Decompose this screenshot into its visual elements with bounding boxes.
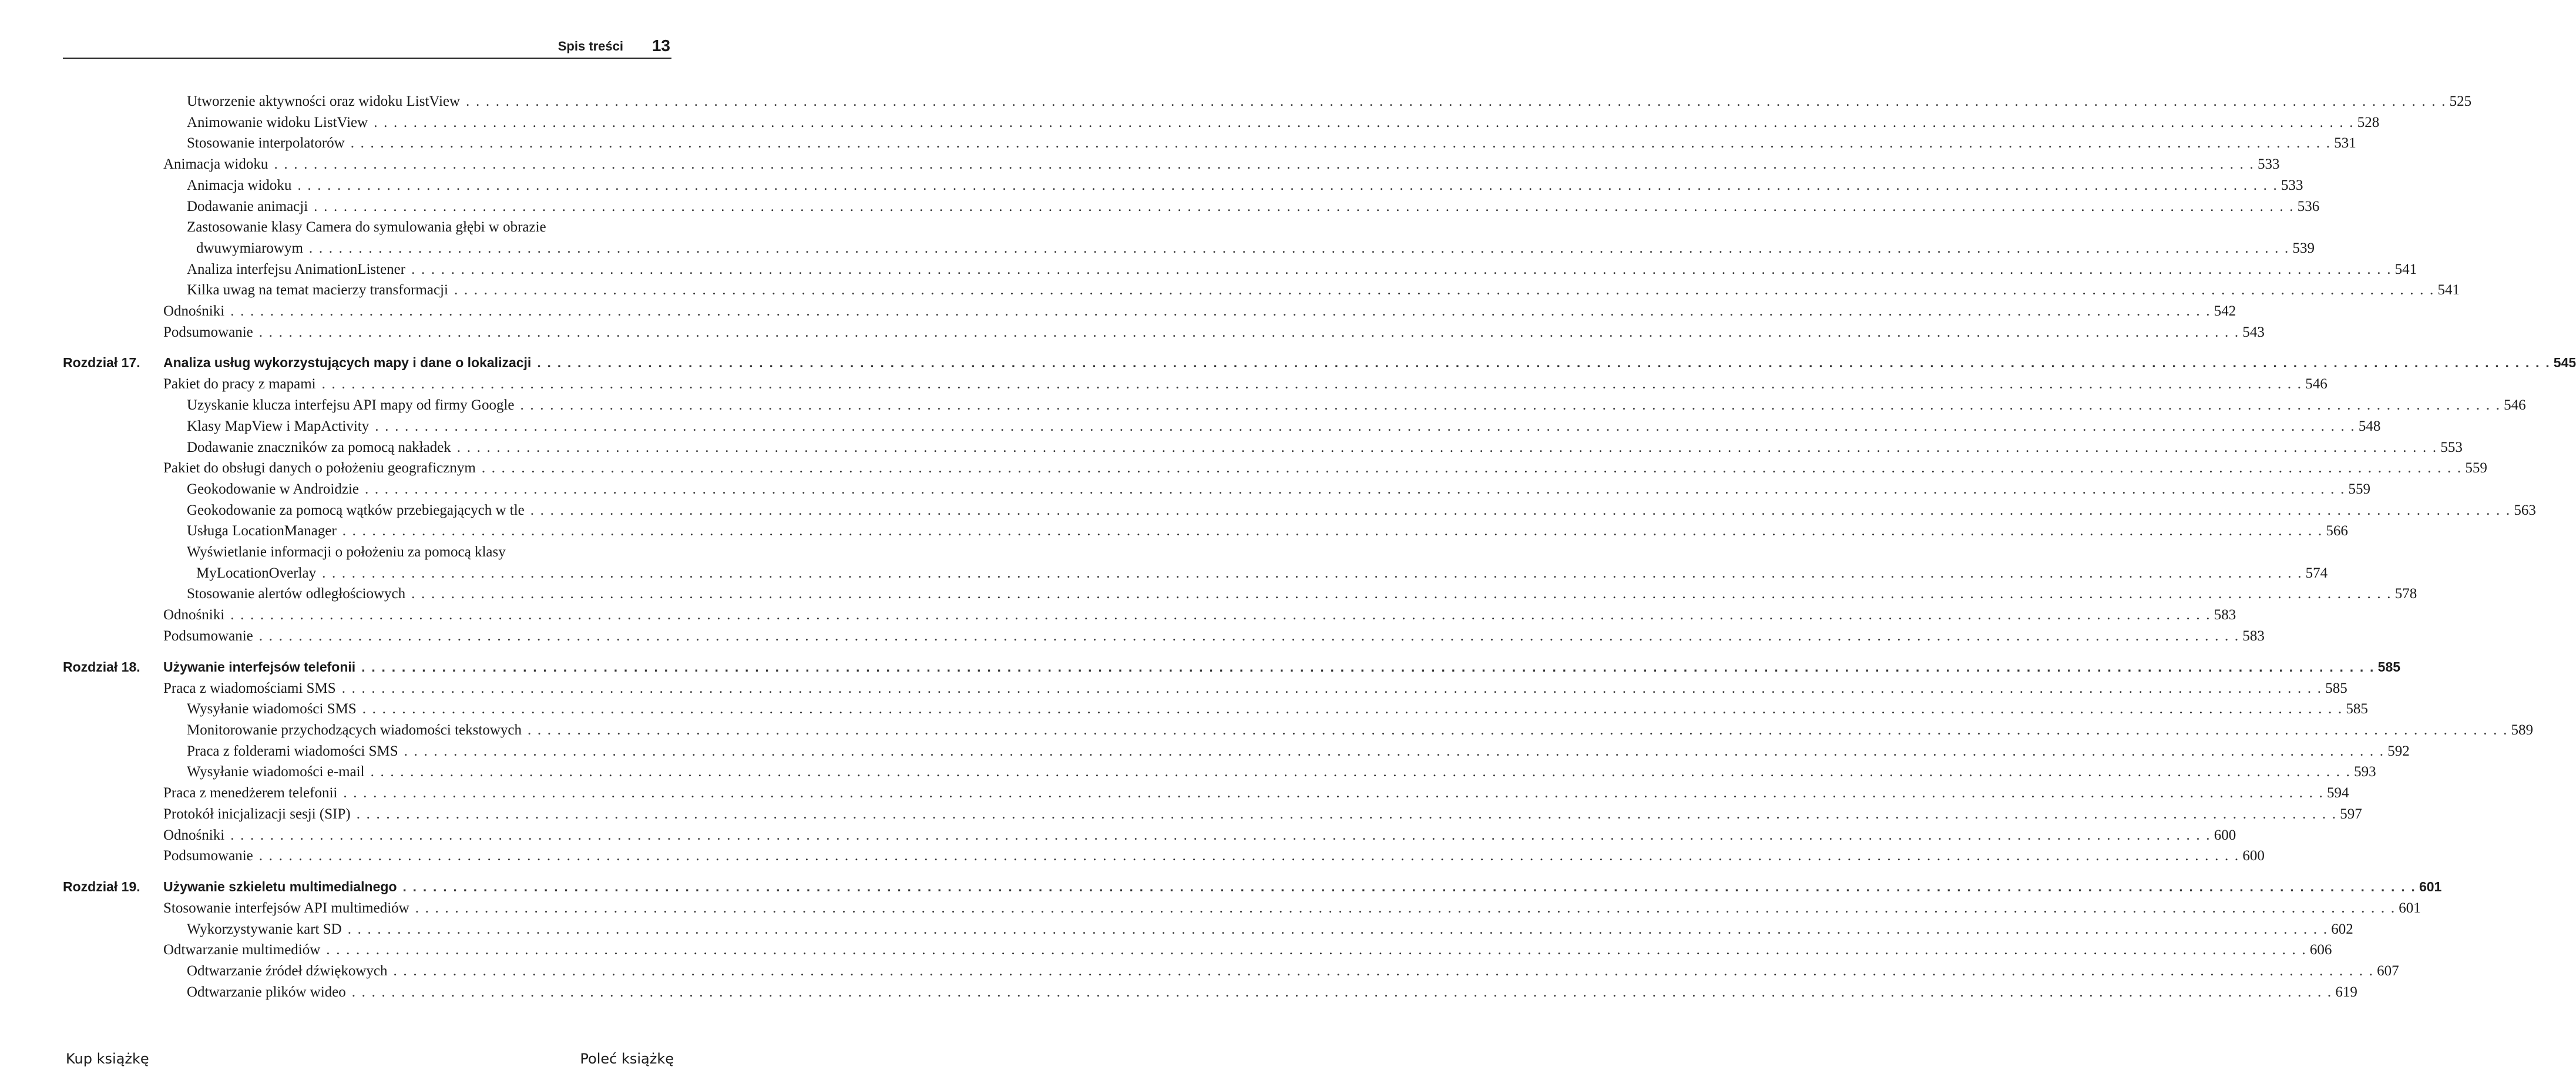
toc-entry	[63, 804, 2362, 825]
dot-leader: . . . . . . . . . . . . . . . . . . . . . . . . . . . . . . . . . . . . . . . . . . . . . . . . . . . . . . . . . . . . . . . . . . . . . . . . . . . . . . . . . . . . . . . . . . . . . . . . . . . . . . . . . . . . . . . . . . . . . . . . . . . . . . . . . . . . . . . . . . . . . . . . . . . . . . . . . . . . . . . . . . . . . . . . . . . . . . . . . . . . . . . . . . . . . . . . . . . . . . . .	[351, 984, 2333, 1000]
toc-entry	[63, 605, 2236, 626]
toc-title: Stosowanie alertów odległościowych	[187, 586, 406, 602]
toc-page-number: 578	[2394, 586, 2417, 602]
toc-page-number: 607	[2377, 963, 2399, 979]
dot-leader: . . . . . . . . . . . . . . . . . . . . . . . . . . . . . . . . . . . . . . . . . . . . . . . . . . . . . . . . . . . . . . . . . . . . . . . . . . . . . . . . . . . . . . . . . . . . . . . . . . . . . . . . . . . . . . . . . . . . . . . . . . . . . . . . . . . . . . . . . . . . . . . . . . . . . . . . . . . . . . . . . . . . . . . . . . . . . . . . . . . . . . . . . . . . . . . . . . . . . . . .	[308, 240, 2290, 256]
toc-title: Odtwarzanie multimediów	[163, 942, 321, 958]
toc-title: Utworzenie aktywności oraz widoku ListView	[187, 93, 461, 109]
dot-leader: . . . . . . . . . . . . . . . . . . . . . . . . . . . . . . . . . . . . . . . . . . . . . . . . . . . . . . . . . . . . . . . . . . . . . . . . . . . . . . . . . . . . . . . . . . . . . . . . . . . . . . . . . . . . . . . . . . . . . . . . . . . . . . . . . . . . . . . . . . . . . . . . . . . . . . . . . . . . . . . . . . . . . . . . . . . . . . . . . . . . . . . . . . . . . . . . . . . . . . . .	[314, 198, 2295, 214]
toc-title: Wysyłanie wiadomości e-mail	[187, 764, 365, 780]
toc-title: Animowanie widoku ListView	[187, 114, 368, 130]
toc-entry	[63, 741, 2410, 762]
toc-title: Stosowanie interpolatorów	[187, 135, 345, 152]
dot-leader: . . . . . . . . . . . . . . . . . . . . . . . . . . . . . . . . . . . . . . . . . . . . . . . . . . . . . . . . . . . . . . . . . . . . . . . . . . . . . . . . . . . . . . . . . . . . . . . . . . . . . . . . . . . . . . . . . . . . . . . . . . . . . . . . . . . . . . . . . . . . . . . . . . . . . . . . . . . . . . . . . . . . . . . . . . . . . . . . . . . . . . . . . . . . . . . . . . . . . . . .	[393, 963, 2375, 979]
toc-chapter	[63, 352, 2576, 374]
toc-page-number: 539	[2292, 240, 2315, 256]
toc-page-number: 585	[2377, 659, 2401, 675]
toc-page-number: 528	[2357, 114, 2380, 130]
toc-entry	[63, 301, 2236, 322]
toc-entry	[63, 437, 2463, 458]
toc-title: Podsumowanie	[163, 628, 253, 644]
toc-title: MyLocationOverlay	[196, 565, 317, 581]
dot-leader: . . . . . . . . . . . . . . . . . . . . . . . . . . . . . . . . . . . . . . . . . . . . . . . . . . . . . . . . . . . . . . . . . . . . . . . . . . . . . . . . . . . . . . . . . . . . . . . . . . . . . . . . . . . . . . . . . . . . . . . . . . . . . . . . . . . . . . . . . . . . . . . . . . . . . . . . . . . . . . . . . . . . . . . . . . . . . . . . . . . . . . . . . . . . . . . . . . . . . . . .	[350, 135, 2332, 152]
toc-title: Wykorzystywanie kart SD	[187, 921, 342, 937]
toc-title: Odnośniki	[163, 303, 225, 320]
toc-page-number: 542	[2214, 303, 2236, 320]
dot-leader: . . . . . . . . . . . . . . . . . . . . . . . . . . . . . . . . . . . . . . . . . . . . . . . . . . . . . . . . . . . . . . . . . . . . . . . . . . . . . . . . . . . . . . . . . . . . . . . . . . . . . . . . . . . . . . . . . . . . . . . . . . . . . . . . . . . . . . . . . . . . . . . . . . . . . . . . . . . . . . . . . . . . . . . . . . . . . . . . . . . . . . . . . . . . . . . . . . . . . . . .	[258, 324, 2240, 340]
toc-entry	[63, 940, 2332, 961]
dot-leader: . . . . . . . . . . . . . . . . . . . . . . . . . . . . . . . . . . . . . . . . . . . . . . . . . . . . . . . . . . . . . . . . . . . . . . . . . . . . . . . . . . . . . . . . . . . . . . . . . . . . . . . . . . . . . . . . . . . . . . . . . . . . . . . . . . . . . . . . . . . . . . . . . . . . . . . . . . . . . . . . . . . . . . . . . . . . . . . . . . . . . . . . . . . . . . . . . . . . . . . .	[415, 900, 2396, 916]
toc-page-number: 559	[2348, 481, 2371, 497]
toc-page-number: 589	[2511, 722, 2534, 738]
dot-leader: . . . . . . . . . . . . . . . . . . . . . . . . . . . . . . . . . . . . . . . . . . . . . . . . . . . . . . . . . . . . . . . . . . . . . . . . . . . . . . . . . . . . . . . . . . . . . . . . . . . . . . . . . . . . . . . . . . . . . . . . . . . . . . . . . . . . . . . . . . . . . . . . . . . . . . . . . . . . . . . . . . . . . . . . . . . . . . . . . . . . . . . . . . . . . . . . . . . . . . . .	[364, 481, 2346, 497]
toc-title: Używanie interfejsów telefonii	[163, 659, 356, 675]
dot-leader: . . . . . . . . . . . . . . . . . . . . . . . . . . . . . . . . . . . . . . . . . . . . . . . . . . . . . . . . . . . . . . . . . . . . . . . . . . . . . . . . . . . . . . . . . . . . . . . . . . . . . . . . . . . . . . . . . . . . . . . . . . . . . . . . . . . . . . . . . . . . . . . . . . . . . . . . . . . . . . . . . . . . . . . . . . . . . . . . . . . . . . . . . . . . . . . . . . . . . . . .	[274, 156, 2255, 173]
toc-entry	[63, 238, 2315, 259]
toc-entry	[63, 583, 2417, 605]
toc-title: Dodawanie znaczników za pomocą nakładek	[187, 439, 451, 455]
toc-page-number: 585	[2325, 680, 2347, 696]
toc-title: Praca z menedżerem telefonii	[163, 785, 338, 801]
toc-page-number: 548	[2358, 418, 2381, 434]
toc-title: Odnośniki	[163, 607, 225, 623]
toc-page-number: 583	[2242, 628, 2265, 644]
toc-title: Używanie szkieletu multimedialnego	[163, 878, 397, 894]
dot-leader: . . . . . . . . . . . . . . . . . . . . . . . . . . . . . . . . . . . . . . . . . . . . . . . . . . . . . . . . . . . . . . . . . . . . . . . . . . . . . . . . . . . . . . . . . . . . . . . . . . . . . . . . . . . . . . . . . . . . . . . . . . . . . . . . . . . . . . . . . . . . . . . . . . . . . . . . . . . . . . . . . . . . . . . . . . . . . . . . . . . . . . . . . . . . . . . . . . . . . . . .	[520, 397, 2501, 414]
toc-page-number: 619	[2335, 984, 2357, 1000]
toc-title: Dodawanie animacji	[187, 198, 308, 214]
toc-entry	[63, 374, 2328, 395]
dot-leader: . . . . . . . . . . . . . . . . . . . . . . . . . . . . . . . . . . . . . . . . . . . . . . . . . . . . . . . . . . . . . . . . . . . . . . . . . . . . . . . . . . . . . . . . . . . . . . . . . . . . . . . . . . . . . . . . . . . . . . . . . . . . . . . . . . . . . . . . . . . . . . . . . . . . . . . . . . . . . . . . . . . . . . . . . . . . . . . . . . . . . . . . . . . . . . . . . . . . . . . .	[297, 177, 2278, 193]
page-number: 13	[651, 36, 670, 55]
toc-entry-continued	[63, 217, 671, 238]
chapter-label: Rozdział 18.	[63, 659, 140, 675]
toc-entry	[63, 825, 2236, 846]
dot-leader: . . . . . . . . . . . . . . . . . . . . . . . . . . . . . . . . . . . . . . . . . . . . . . . . . . . . . . . . . . . . . . . . . . . . . . . . . . . . . . . . . . . . . . . . . . . . . . . . . . . . . . . . . . . . . . . . . . . . . . . . . . . . . . . . . . . . . . . . . . . . . . . . . . . . . . . . . . . . . . . . . . . . . . . . . . . . . . . . . . . . . . . . . . . . . . . . . . . . . . . .	[404, 743, 2385, 759]
toc-title: Wyświetlanie informacji o położeniu za pomocą klasy	[187, 544, 506, 561]
dot-leader: . . . . . . . . . . . . . . . . . . . . . . . . . . . . . . . . . . . . . . . . . . . . . . . . . . . . . . . . . . . . . . . . . . . . . . . . . . . . . . . . . . . . . . . . . . . . . . . . . . . . . . . . . . . . . . . . . . . . . . . . . . . . . . . . . . . . . . . . . . . . . . . . . . . . . . . . . . . . . . . . . . . . . . . . . . . . . . . . . . . . . . . . . . . . . . . . . . . . . . . .	[356, 806, 2337, 822]
toc-entry	[63, 112, 2380, 133]
dot-leader: . . . . . . . . . . . . . . . . . . . . . . . . . . . . . . . . . . . . . . . . . . . . . . . . . . . . . . . . . . . . . . . . . . . . . . . . . . . . . . . . . . . . . . . . . . . . . . . . . . . . . . . . . . . . . . . . . . . . . . . . . . . . . . . . . . . . . . . . . . . . . . . . . . . . . . . . . . . . . . . . . . . . . . . . . . . . . . . . . . . . . . . . . . . . . . . . . . . . . . . .	[361, 659, 2375, 675]
toc-page-number: 531	[2334, 135, 2356, 152]
toc-title: Odtwarzanie plików wideo	[187, 984, 346, 1000]
toc-title: Podsumowanie	[163, 324, 253, 340]
toc-page-number: 525	[2449, 93, 2472, 109]
toc-page-number: 533	[2281, 177, 2303, 193]
toc-page-number: 563	[2514, 502, 2536, 518]
toc-title: Monitorowanie przychodzących wiadomości tekstowych	[187, 722, 522, 738]
dot-leader: . . . . . . . . . . . . . . . . . . . . . . . . . . . . . . . . . . . . . . . . . . . . . . . . . . . . . . . . . . . . . . . . . . . . . . . . . . . . . . . . . . . . . . . . . . . . . . . . . . . . . . . . . . . . . . . . . . . . . . . . . . . . . . . . . . . . . . . . . . . . . . . . . . . . . . . . . . . . . . . . . . . . . . . . . . . . . . . . . . . . . . . . . . . . . . . . . . . . . . . .	[411, 261, 2392, 277]
toc-page-number: 585	[2346, 701, 2368, 717]
toc-title: Odtwarzanie źródeł dźwiękowych	[187, 963, 388, 979]
toc-page-number: 600	[2214, 827, 2236, 843]
dot-leader: . . . . . . . . . . . . . . . . . . . . . . . . . . . . . . . . . . . . . . . . . . . . . . . . . . . . . . . . . . . . . . . . . . . . . . . . . . . . . . . . . . . . . . . . . . . . . . . . . . . . . . . . . . . . . . . . . . . . . . . . . . . . . . . . . . . . . . . . . . . . . . . . . . . . . . . . . . . . . . . . . . . . . . . . . . . . . . . . . . . . . . . . . . . . . . . . . . . . . . . .	[258, 848, 2240, 864]
toc-title: Animacja widoku	[187, 177, 292, 193]
toc-entry	[63, 678, 2347, 699]
toc-entry	[63, 783, 2349, 804]
toc-page-number: 533	[2258, 156, 2280, 173]
toc-title: Podsumowanie	[163, 848, 253, 864]
toc-page-number: 545	[2553, 355, 2576, 371]
toc-title: Praca z folderami wiadomości SMS	[187, 743, 398, 759]
toc-entry	[63, 133, 2356, 154]
toc-entry	[63, 919, 2353, 940]
toc-page-number: 597	[2340, 806, 2362, 822]
toc-entry	[63, 91, 2472, 112]
toc-page-number: 601	[2419, 878, 2442, 894]
dot-leader: . . . . . . . . . . . . . . . . . . . . . . . . . . . . . . . . . . . . . . . . . . . . . . . . . . . . . . . . . . . . . . . . . . . . . . . . . . . . . . . . . . . . . . . . . . . . . . . . . . . . . . . . . . . . . . . . . . . . . . . . . . . . . . . . . . . . . . . . . . . . . . . . . . . . . . . . . . . . . . . . . . . . . . . . . . . . . . . . . . . . . . . . . . . . . . . . . . . . . . . .	[530, 502, 2511, 518]
toc-title: Pakiet do pracy z mapami	[163, 376, 316, 392]
toc-entry	[63, 175, 2303, 196]
toc-title: Analiza usług wykorzystujących mapy i dane o lokalizacji	[163, 355, 532, 371]
running-head-section: Spis treści	[557, 39, 623, 53]
buy-book-link[interactable]: Kup książkę	[66, 1051, 149, 1067]
toc-entry-continued	[63, 542, 671, 563]
toc-entry	[63, 521, 2348, 542]
dot-leader: . . . . . . . . . . . . . . . . . . . . . . . . . . . . . . . . . . . . . . . . . . . . . . . . . . . . . . . . . . . . . . . . . . . . . . . . . . . . . . . . . . . . . . . . . . . . . . . . . . . . . . . . . . . . . . . . . . . . . . . . . . . . . . . . . . . . . . . . . . . . . . . . . . . . . . . . . . . . . . . . . . . . . . . . . . . . . . . . . . . . . . . . . . . . . . . . . . . . . . . .	[454, 282, 2435, 298]
toc-entry	[63, 500, 2536, 521]
toc-page-number: 574	[2305, 565, 2328, 581]
dot-leader: . . . . . . . . . . . . . . . . . . . . . . . . . . . . . . . . . . . . . . . . . . . . . . . . . . . . . . . . . . . . . . . . . . . . . . . . . . . . . . . . . . . . . . . . . . . . . . . . . . . . . . . . . . . . . . . . . . . . . . . . . . . . . . . . . . . . . . . . . . . . . . . . . . . . . . . . . . . . . . . . . . . . . . . . . . . . . . . . . . . . . . . . . . . . . . . . . . . . . . . .	[230, 303, 2211, 320]
toc-title: dwuwymiarowym	[196, 240, 303, 256]
toc-entry	[63, 761, 2376, 783]
toc-entry	[63, 898, 2421, 919]
recommend-book-link[interactable]: Poleć książkę	[580, 1051, 674, 1067]
toc-entry	[63, 720, 2534, 741]
toc-title: Zastosowanie klasy Camera do symulowania głębi w obrazie	[187, 219, 546, 236]
toc-entry	[63, 154, 2280, 175]
toc-title: Wysyłanie wiadomości SMS	[187, 701, 357, 717]
toc-entry	[63, 626, 2265, 647]
toc-page-number: 541	[2394, 261, 2417, 277]
running-head	[63, 34, 671, 59]
toc-entry	[63, 280, 2460, 301]
toc-title: Geokodowanie w Androidzie	[187, 481, 359, 497]
dot-leader: . . . . . . . . . . . . . . . . . . . . . . . . . . . . . . . . . . . . . . . . . . . . . . . . . . . . . . . . . . . . . . . . . . . . . . . . . . . . . . . . . . . . . . . . . . . . . . . . . . . . . . . . . . . . . . . . . . . . . . . . . . . . . . . . . . . . . . . . . . . . . . . . . . . . . . . . . . . . . . . . . . . . . . . . . . . . . . . . . . . . . . . . . . . . . . . . . . . . . . . .	[402, 878, 2416, 894]
toc-page-number: 592	[2387, 743, 2410, 759]
toc-page-number: 594	[2326, 785, 2349, 801]
toc-page-number: 541	[2437, 282, 2460, 298]
dot-leader: . . . . . . . . . . . . . . . . . . . . . . . . . . . . . . . . . . . . . . . . . . . . . . . . . . . . . . . . . . . . . . . . . . . . . . . . . . . . . . . . . . . . . . . . . . . . . . . . . . . . . . . . . . . . . . . . . . . . . . . . . . . . . . . . . . . . . . . . . . . . . . . . . . . . . . . . . . . . . . . . . . . . . . . . . . . . . . . . . . . . . . . . . . . . . . . . . . . . . . . .	[343, 785, 2324, 801]
toc-entry	[63, 846, 2265, 867]
dot-leader: . . . . . . . . . . . . . . . . . . . . . . . . . . . . . . . . . . . . . . . . . . . . . . . . . . . . . . . . . . . . . . . . . . . . . . . . . . . . . . . . . . . . . . . . . . . . . . . . . . . . . . . . . . . . . . . . . . . . . . . . . . . . . . . . . . . . . . . . . . . . . . . . . . . . . . . . . . . . . . . . . . . . . . . . . . . . . . . . . . . . . . . . . . . . . . . . . . . . . . . .	[362, 701, 2343, 717]
toc-page-number: 606	[2309, 942, 2332, 958]
toc-entry	[63, 563, 2328, 584]
toc-page-number: 602	[2331, 921, 2353, 937]
toc-title: Kilka uwag na temat macierzy transformacji	[187, 282, 448, 298]
toc-page-number: 559	[2465, 460, 2487, 477]
toc-page-number: 593	[2354, 764, 2376, 780]
toc-entry	[63, 259, 2417, 280]
toc-chapter	[63, 656, 2401, 678]
dot-leader: . . . . . . . . . . . . . . . . . . . . . . . . . . . . . . . . . . . . . . . . . . . . . . . . . . . . . . . . . . . . . . . . . . . . . . . . . . . . . . . . . . . . . . . . . . . . . . . . . . . . . . . . . . . . . . . . . . . . . . . . . . . . . . . . . . . . . . . . . . . . . . . . . . . . . . . . . . . . . . . . . . . . . . . . . . . . . . . . . . . . . . . . . . . . . . . . . . . . . . . .	[456, 439, 2438, 455]
toc-title: Pakiet do obsługi danych o położeniu geograficznym	[163, 460, 476, 477]
toc-page-number: 601	[2399, 900, 2421, 916]
toc-page-number: 566	[2326, 523, 2348, 539]
toc-entry	[63, 196, 2320, 217]
toc-entry	[63, 961, 2399, 982]
dot-leader: . . . . . . . . . . . . . . . . . . . . . . . . . . . . . . . . . . . . . . . . . . . . . . . . . . . . . . . . . . . . . . . . . . . . . . . . . . . . . . . . . . . . . . . . . . . . . . . . . . . . . . . . . . . . . . . . . . . . . . . . . . . . . . . . . . . . . . . . . . . . . . . . . . . . . . . . . . . . . . . . . . . . . . . . . . . . . . . . . . . . . . . . . . . . . . . . . . . . . . . .	[527, 722, 2508, 738]
toc-entry	[63, 982, 2357, 1003]
dot-leader: . . . . . . . . . . . . . . . . . . . . . . . . . . . . . . . . . . . . . . . . . . . . . . . . . . . . . . . . . . . . . . . . . . . . . . . . . . . . . . . . . . . . . . . . . . . . . . . . . . . . . . . . . . . . . . . . . . . . . . . . . . . . . . . . . . . . . . . . . . . . . . . . . . . . . . . . . . . . . . . . . . . . . . . . . . . . . . . . . . . . . . . . . . . . . . . . . . . . . . . .	[481, 460, 2463, 477]
dot-leader: . . . . . . . . . . . . . . . . . . . . . . . . . . . . . . . . . . . . . . . . . . . . . . . . . . . . . . . . . . . . . . . . . . . . . . . . . . . . . . . . . . . . . . . . . . . . . . . . . . . . . . . . . . . . . . . . . . . . . . . . . . . . . . . . . . . . . . . . . . . . . . . . . . . . . . . . . . . . . . . . . . . . . . . . . . . . . . . . . . . . . . . . . . . . . . . . . . . . . . . .	[342, 523, 2323, 539]
toc-title: Uzyskanie klucza interfejsu API mapy od firmy Google	[187, 397, 515, 414]
dot-leader: . . . . . . . . . . . . . . . . . . . . . . . . . . . . . . . . . . . . . . . . . . . . . . . . . . . . . . . . . . . . . . . . . . . . . . . . . . . . . . . . . . . . . . . . . . . . . . . . . . . . . . . . . . . . . . . . . . . . . . . . . . . . . . . . . . . . . . . . . . . . . . . . . . . . . . . . . . . . . . . . . . . . . . . . . . . . . . . . . . . . . . . . . . . . . . . . . . . . . . . .	[537, 355, 2551, 371]
toc-entry	[63, 458, 2487, 479]
toc-page-number: 553	[2440, 439, 2463, 455]
toc-page-number: 600	[2242, 848, 2265, 864]
toc-page-number: 546	[2504, 397, 2526, 414]
chapter-label: Rozdział 19.	[63, 878, 140, 894]
dot-leader: . . . . . . . . . . . . . . . . . . . . . . . . . . . . . . . . . . . . . . . . . . . . . . . . . . . . . . . . . . . . . . . . . . . . . . . . . . . . . . . . . . . . . . . . . . . . . . . . . . . . . . . . . . . . . . . . . . . . . . . . . . . . . . . . . . . . . . . . . . . . . . . . . . . . . . . . . . . . . . . . . . . . . . . . . . . . . . . . . . . . . . . . . . . . . . . . . . . . . . . .	[370, 764, 2352, 780]
toc-title: Usługa LocationManager	[187, 523, 337, 539]
toc-page-number: 583	[2214, 607, 2236, 623]
table-of-contents	[63, 91, 2576, 1002]
dot-leader: . . . . . . . . . . . . . . . . . . . . . . . . . . . . . . . . . . . . . . . . . . . . . . . . . . . . . . . . . . . . . . . . . . . . . . . . . . . . . . . . . . . . . . . . . . . . . . . . . . . . . . . . . . . . . . . . . . . . . . . . . . . . . . . . . . . . . . . . . . . . . . . . . . . . . . . . . . . . . . . . . . . . . . . . . . . . . . . . . . . . . . . . . . . . . . . . . . . . . . . .	[347, 921, 2329, 937]
dot-leader: . . . . . . . . . . . . . . . . . . . . . . . . . . . . . . . . . . . . . . . . . . . . . . . . . . . . . . . . . . . . . . . . . . . . . . . . . . . . . . . . . . . . . . . . . . . . . . . . . . . . . . . . . . . . . . . . . . . . . . . . . . . . . . . . . . . . . . . . . . . . . . . . . . . . . . . . . . . . . . . . . . . . . . . . . . . . . . . . . . . . . . . . . . . . . . . . . . . . . . . .	[466, 93, 2447, 109]
toc-title: Animacja widoku	[163, 156, 268, 173]
toc-entry	[63, 699, 2368, 720]
toc-title: Praca z wiadomościami SMS	[163, 680, 336, 696]
toc-title: Klasy MapView i MapActivity	[187, 418, 370, 434]
toc-page-number: 546	[2305, 376, 2328, 392]
dot-leader: . . . . . . . . . . . . . . . . . . . . . . . . . . . . . . . . . . . . . . . . . . . . . . . . . . . . . . . . . . . . . . . . . . . . . . . . . . . . . . . . . . . . . . . . . . . . . . . . . . . . . . . . . . . . . . . . . . . . . . . . . . . . . . . . . . . . . . . . . . . . . . . . . . . . . . . . . . . . . . . . . . . . . . . . . . . . . . . . . . . . . . . . . . . . . . . . . . . . . . . .	[326, 942, 2307, 958]
dot-leader: . . . . . . . . . . . . . . . . . . . . . . . . . . . . . . . . . . . . . . . . . . . . . . . . . . . . . . . . . . . . . . . . . . . . . . . . . . . . . . . . . . . . . . . . . . . . . . . . . . . . . . . . . . . . . . . . . . . . . . . . . . . . . . . . . . . . . . . . . . . . . . . . . . . . . . . . . . . . . . . . . . . . . . . . . . . . . . . . . . . . . . . . . . . . . . . . . . . . . . . .	[341, 680, 2323, 696]
dot-leader: . . . . . . . . . . . . . . . . . . . . . . . . . . . . . . . . . . . . . . . . . . . . . . . . . . . . . . . . . . . . . . . . . . . . . . . . . . . . . . . . . . . . . . . . . . . . . . . . . . . . . . . . . . . . . . . . . . . . . . . . . . . . . . . . . . . . . . . . . . . . . . . . . . . . . . . . . . . . . . . . . . . . . . . . . . . . . . . . . . . . . . . . . . . . . . . . . . . . . . . .	[321, 376, 2303, 392]
dot-leader: . . . . . . . . . . . . . . . . . . . . . . . . . . . . . . . . . . . . . . . . . . . . . . . . . . . . . . . . . . . . . . . . . . . . . . . . . . . . . . . . . . . . . . . . . . . . . . . . . . . . . . . . . . . . . . . . . . . . . . . . . . . . . . . . . . . . . . . . . . . . . . . . . . . . . . . . . . . . . . . . . . . . . . . . . . . . . . . . . . . . . . . . . . . . . . . . . . . . . . . .	[374, 114, 2355, 130]
toc-title: Odnośniki	[163, 827, 225, 843]
dot-leader: . . . . . . . . . . . . . . . . . . . . . . . . . . . . . . . . . . . . . . . . . . . . . . . . . . . . . . . . . . . . . . . . . . . . . . . . . . . . . . . . . . . . . . . . . . . . . . . . . . . . . . . . . . . . . . . . . . . . . . . . . . . . . . . . . . . . . . . . . . . . . . . . . . . . . . . . . . . . . . . . . . . . . . . . . . . . . . . . . . . . . . . . . . . . . . . . . . . . . . . .	[258, 628, 2240, 644]
dot-leader: . . . . . . . . . . . . . . . . . . . . . . . . . . . . . . . . . . . . . . . . . . . . . . . . . . . . . . . . . . . . . . . . . . . . . . . . . . . . . . . . . . . . . . . . . . . . . . . . . . . . . . . . . . . . . . . . . . . . . . . . . . . . . . . . . . . . . . . . . . . . . . . . . . . . . . . . . . . . . . . . . . . . . . . . . . . . . . . . . . . . . . . . . . . . . . . . . . . . . . . .	[411, 586, 2392, 602]
dot-leader: . . . . . . . . . . . . . . . . . . . . . . . . . . . . . . . . . . . . . . . . . . . . . . . . . . . . . . . . . . . . . . . . . . . . . . . . . . . . . . . . . . . . . . . . . . . . . . . . . . . . . . . . . . . . . . . . . . . . . . . . . . . . . . . . . . . . . . . . . . . . . . . . . . . . . . . . . . . . . . . . . . . . . . . . . . . . . . . . . . . . . . . . . . . . . . . . . . . . . . . .	[230, 607, 2211, 623]
toc-entry	[63, 479, 2371, 500]
toc-chapter	[63, 876, 2442, 898]
dot-leader: . . . . . . . . . . . . . . . . . . . . . . . . . . . . . . . . . . . . . . . . . . . . . . . . . . . . . . . . . . . . . . . . . . . . . . . . . . . . . . . . . . . . . . . . . . . . . . . . . . . . . . . . . . . . . . . . . . . . . . . . . . . . . . . . . . . . . . . . . . . . . . . . . . . . . . . . . . . . . . . . . . . . . . . . . . . . . . . . . . . . . . . . . . . . . . . . . . . . . . . .	[322, 565, 2303, 581]
toc-title: Geokodowanie za pomocą wątków przebiegających w tle	[187, 502, 525, 518]
toc-entry	[63, 322, 2265, 343]
toc-entry	[63, 416, 2381, 437]
toc-page-number: 536	[2297, 198, 2320, 214]
toc-title: Protokół inicjalizacji sesji (SIP)	[163, 806, 351, 822]
toc-page-number: 543	[2242, 324, 2265, 340]
toc-title: Analiza interfejsu AnimationListener	[187, 261, 406, 277]
chapter-label: Rozdział 17.	[63, 355, 140, 371]
dot-leader: . . . . . . . . . . . . . . . . . . . . . . . . . . . . . . . . . . . . . . . . . . . . . . . . . . . . . . . . . . . . . . . . . . . . . . . . . . . . . . . . . . . . . . . . . . . . . . . . . . . . . . . . . . . . . . . . . . . . . . . . . . . . . . . . . . . . . . . . . . . . . . . . . . . . . . . . . . . . . . . . . . . . . . . . . . . . . . . . . . . . . . . . . . . . . . . . . . . . . . . .	[375, 418, 2356, 434]
toc-entry	[63, 395, 2526, 416]
toc-title: Stosowanie interfejsów API multimediów	[163, 900, 409, 916]
dot-leader: . . . . . . . . . . . . . . . . . . . . . . . . . . . . . . . . . . . . . . . . . . . . . . . . . . . . . . . . . . . . . . . . . . . . . . . . . . . . . . . . . . . . . . . . . . . . . . . . . . . . . . . . . . . . . . . . . . . . . . . . . . . . . . . . . . . . . . . . . . . . . . . . . . . . . . . . . . . . . . . . . . . . . . . . . . . . . . . . . . . . . . . . . . . . . . . . . . . . . . . .	[230, 827, 2211, 843]
